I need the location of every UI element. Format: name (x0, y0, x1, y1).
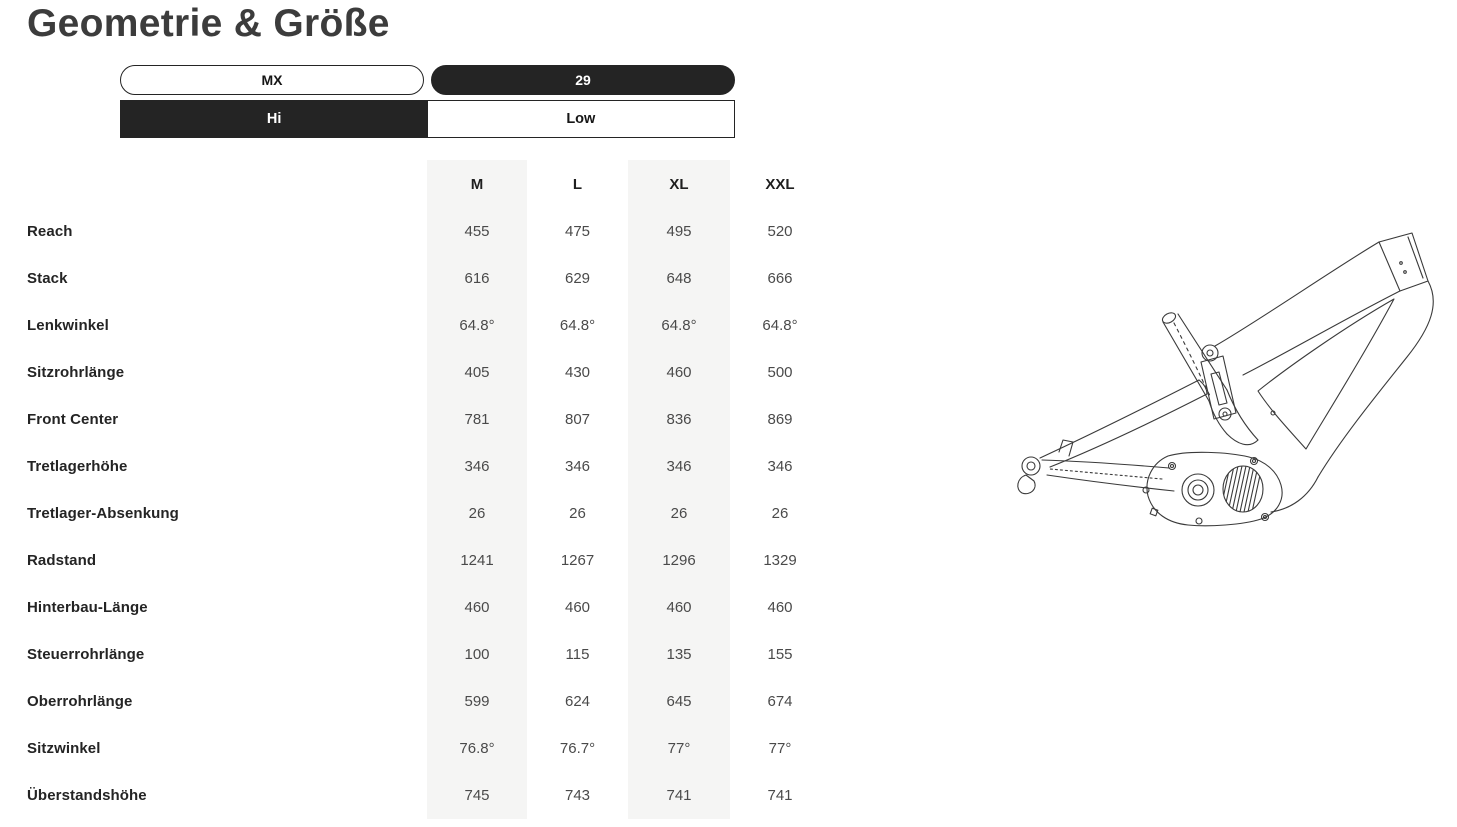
value-cell: 346 (427, 443, 527, 490)
position-toggle-hi[interactable]: Hi (120, 100, 428, 138)
row-label: Steuerrohrlänge (27, 646, 145, 663)
row-label: Tretlager-Absenkung (27, 505, 179, 522)
value-cell: 1329 (763, 552, 797, 569)
value-cell: 475 (564, 223, 591, 240)
value-cell: 26 (427, 490, 527, 537)
column-header-xxl: XXL (765, 175, 795, 193)
value-cell: 1296 (628, 537, 730, 584)
value-cell: 460 (427, 584, 527, 631)
position-toggle-low[interactable]: Low (427, 100, 735, 138)
table-row (0, 725, 840, 772)
value-cell: 346 (767, 458, 793, 475)
table-row (0, 631, 840, 678)
value-cell: 616 (427, 255, 527, 302)
value-cell: 455 (427, 208, 527, 255)
row-label: Oberrohrlänge (27, 693, 133, 710)
geometry-controls (120, 65, 735, 138)
value-cell: 807 (564, 411, 591, 428)
row-label: Tretlagerhöhe (27, 458, 128, 475)
value-cell: 599 (427, 678, 527, 725)
value-cell: 64.8° (427, 302, 527, 349)
value-cell: 346 (628, 443, 730, 490)
row-label: Radstand (27, 552, 97, 569)
geometry-table (0, 160, 840, 819)
position-toggle (120, 100, 735, 138)
value-cell: 460 (767, 599, 793, 616)
value-cell: 743 (564, 787, 591, 804)
column-header-xl: XL (628, 160, 730, 208)
wheel-toggle (120, 65, 735, 95)
value-cell: 100 (427, 631, 527, 678)
value-cell: 648 (628, 255, 730, 302)
table-row (0, 490, 840, 537)
table-row (0, 396, 840, 443)
wheel-toggle-29[interactable]: 29 (431, 65, 735, 95)
row-label: Hinterbau-Länge (27, 599, 148, 616)
ebike-frame-illustration (1002, 228, 1454, 528)
value-cell: 674 (767, 693, 793, 710)
value-cell: 460 (628, 349, 730, 396)
column-header-l: L (572, 175, 583, 193)
value-cell: 1267 (560, 552, 595, 569)
value-cell: 520 (767, 223, 793, 240)
value-cell: 64.8° (559, 317, 596, 334)
value-cell: 495 (628, 208, 730, 255)
value-cell: 76.7° (559, 740, 596, 757)
table-row (0, 255, 840, 302)
value-cell: 460 (564, 599, 591, 616)
value-cell: 26 (569, 505, 586, 522)
value-cell: 629 (564, 270, 591, 287)
header-spacer (0, 160, 427, 208)
value-cell: 645 (628, 678, 730, 725)
table-row (0, 537, 840, 584)
value-cell: 745 (427, 772, 527, 819)
value-cell: 460 (628, 584, 730, 631)
table-row (0, 208, 840, 255)
row-label: Überstandshöhe (27, 787, 147, 804)
table-header-row (0, 160, 840, 208)
value-cell: 869 (767, 411, 793, 428)
table-row (0, 584, 840, 631)
value-cell: 77° (768, 740, 792, 757)
value-cell: 64.8° (762, 317, 798, 334)
row-label: Sitzwinkel (27, 740, 101, 757)
value-cell: 741 (767, 787, 793, 804)
value-cell: 135 (628, 631, 730, 678)
table-row (0, 349, 840, 396)
row-label: Front Center (27, 411, 119, 428)
value-cell: 405 (427, 349, 527, 396)
value-cell: 76.8° (427, 725, 527, 772)
value-cell: 26 (771, 505, 789, 522)
table-row (0, 302, 840, 349)
value-cell: 741 (628, 772, 730, 819)
table-row (0, 678, 840, 725)
row-label: Lenkwinkel (27, 317, 109, 334)
value-cell: 77° (628, 725, 730, 772)
value-cell: 26 (628, 490, 730, 537)
value-cell: 64.8° (628, 302, 730, 349)
value-cell: 500 (767, 364, 793, 381)
row-label: Sitzrohrlänge (27, 364, 125, 381)
value-cell: 430 (564, 364, 591, 381)
value-cell: 781 (427, 396, 527, 443)
table-row (0, 443, 840, 490)
value-cell: 346 (564, 458, 591, 475)
row-label: Stack (27, 270, 68, 287)
value-cell: 155 (767, 646, 793, 663)
value-cell: 836 (628, 396, 730, 443)
value-cell: 1241 (427, 537, 527, 584)
page-title: Geometrie & Größe (27, 2, 390, 45)
value-cell: 666 (767, 270, 793, 287)
column-header-m: M (427, 160, 527, 208)
value-cell: 624 (564, 693, 591, 710)
value-cell: 115 (565, 646, 590, 663)
table-row (0, 772, 840, 819)
wheel-toggle-mx[interactable]: MX (120, 65, 424, 95)
row-label: Reach (27, 223, 73, 240)
